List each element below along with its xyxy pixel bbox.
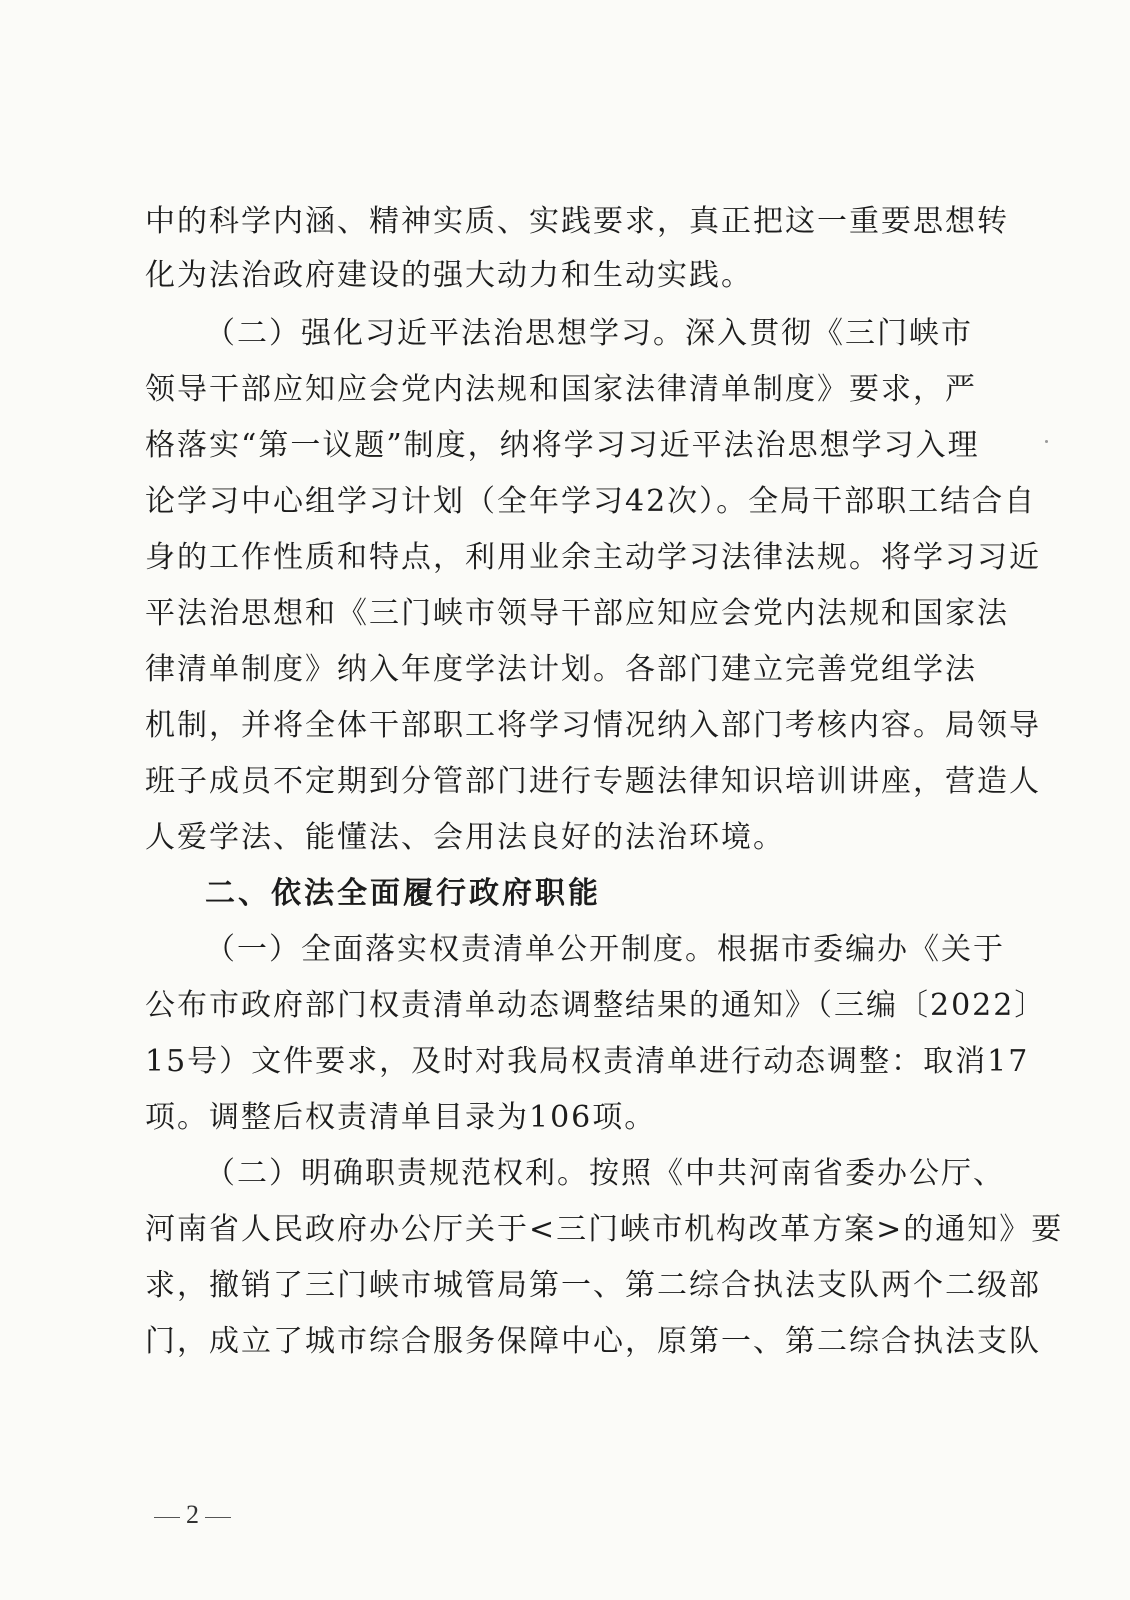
body-text-line: 河南省人民政府办公厅关于<三门峡市机构改革方案>的通知》要	[145, 1212, 1064, 1247]
body-text-line: 论学习中心组学习计划（全年学习42次）。全局干部职工结合自	[145, 484, 1037, 519]
body-text-line: 机制，并将全体干部职工将学习情况纳入部门考核内容。局领导	[145, 708, 1041, 743]
body-text-line: 人爱学法、能懂法、会用法良好的法治环境。	[145, 820, 785, 855]
body-text-line: 中的科学内涵、精神实质、实践要求，真正把这一重要思想转	[145, 204, 1009, 239]
page-number-dash-right	[205, 1517, 231, 1518]
body-text-line: 门，成立了城市综合服务保障中心，原第一、第二综合执法支队	[145, 1324, 1041, 1359]
body-text-line: 格落实“第一议题”制度，纳将学习习近平法治思想学习入理	[145, 428, 980, 463]
page-number-dash-left	[154, 1517, 180, 1518]
body-text-line: 身的工作性质和特点，利用业余主动学习法律法规。将学习习近	[145, 540, 1041, 575]
body-text-line: 公布市政府部门权责清单动态调整结果的通知》（三编〔2022〕	[145, 988, 1047, 1023]
body-text-line: 化为法治政府建设的强大动力和生动实践。	[145, 258, 753, 293]
scan-speck	[1045, 440, 1048, 443]
body-text-line: 15号）文件要求，及时对我局权责清单进行动态调整：取消17	[145, 1044, 1030, 1079]
section-paragraph-start: （二）明确职责规范权利。按照《中共河南省委办公厅、	[205, 1156, 1005, 1191]
body-text-line: 律清单制度》纳入年度学法计划。各部门建立完善党组学法	[145, 652, 977, 687]
body-text-line: 班子成员不定期到分管部门进行专题法律知识培训讲座，营造人	[145, 764, 1041, 799]
body-text-line: 领导干部应知应会党内法规和国家法律清单制度》要求，严	[145, 372, 977, 407]
body-text-line: 平法治思想和《三门峡市领导干部应知应会党内法规和国家法	[145, 596, 1009, 631]
page-number-value: 2	[186, 1500, 199, 1529]
page-number	[148, 1500, 237, 1530]
body-text-line: 求，撤销了三门峡市城管局第一、第二综合执法支队两个二级部	[145, 1268, 1041, 1303]
section-paragraph-start: （二）强化习近平法治思想学习。深入贯彻《三门峡市	[205, 316, 973, 351]
section-paragraph-start: （一）全面落实权责清单公开制度。根据市委编办《关于	[205, 932, 1005, 967]
section-heading: 二、依法全面履行政府职能	[205, 876, 601, 911]
body-text-line: 项。调整后权责清单目录为106项。	[145, 1100, 657, 1135]
